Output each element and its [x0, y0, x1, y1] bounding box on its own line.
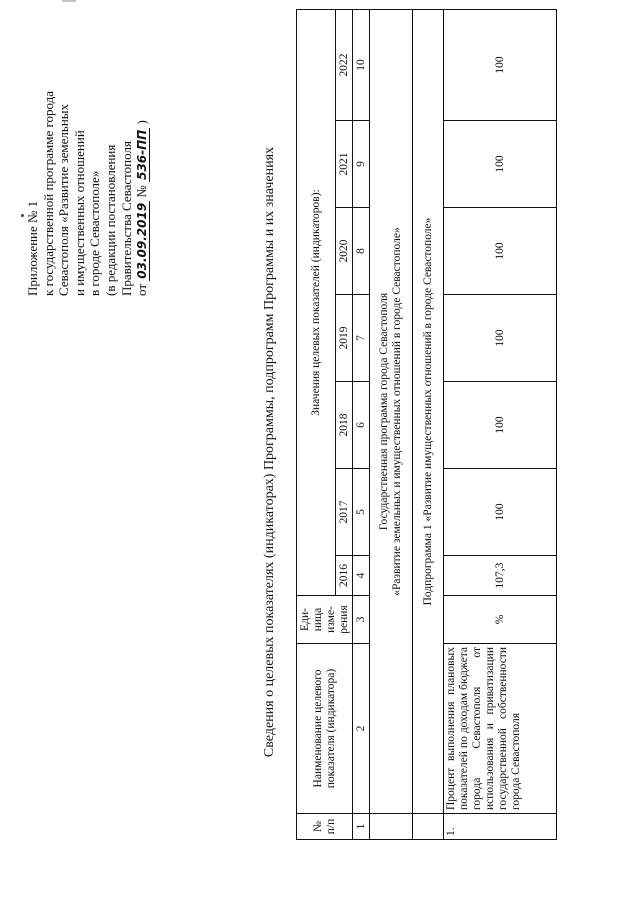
- column-number: 8: [353, 208, 370, 295]
- handwritten-number: 536-ПП: [135, 129, 150, 180]
- document-title: Сведения о целевых показателях (индикаторах) Программы, подпрограмм Программы и их значениях: [262, 146, 277, 758]
- row-value: 107,3: [444, 556, 557, 596]
- date-prefix: от: [134, 283, 150, 296]
- row-value: 100: [444, 295, 557, 382]
- appendix-line: в городе Севастополе»: [87, 170, 103, 296]
- column-number: 1: [353, 814, 370, 840]
- row-name: Процент выполнения плановых показателей по доходам бюджета города Севастополя от использования и приватизации государственной собственности города Севастополя: [444, 644, 557, 814]
- appendix-date-line: [134, 16, 150, 296]
- handwritten-date: 03.09.2019: [135, 202, 150, 279]
- appendix-line: (в редакции постановления: [102, 144, 118, 296]
- year-cell: 2017: [336, 469, 353, 556]
- column-number: 7: [353, 295, 370, 382]
- year-cell: 2020: [336, 208, 353, 295]
- column-number: 6: [353, 382, 370, 469]
- appendix-line: Севастополя «Развитие земельных: [56, 103, 72, 296]
- column-number: 9: [353, 121, 370, 208]
- year-cell: 2019: [336, 295, 353, 382]
- subprogram-cell: Подпрограмма 1 «Развитие имущественных отношений в городе Севастополе»: [413, 9, 444, 813]
- scan-speck: [62, 0, 76, 2]
- closing-paren: ): [134, 120, 150, 125]
- row-value: 100: [444, 9, 557, 120]
- appendix-line: и имущественных отношений: [71, 130, 87, 296]
- year-cell: 2022: [336, 9, 353, 120]
- column-number: 4: [353, 556, 370, 596]
- year-cell: 2021: [336, 121, 353, 208]
- header-num: № п/п: [297, 814, 353, 840]
- appendix-line: Правительства Севастополя: [118, 141, 134, 296]
- appendix-line: к государственной программе города: [40, 90, 56, 296]
- column-number: 5: [353, 469, 370, 556]
- program-cell: [370, 9, 413, 813]
- appendix-block: [25, 16, 150, 296]
- program-line: Государственная программа города Севастополя: [378, 292, 390, 531]
- subprogram-spacer: [413, 814, 444, 840]
- header-unit: Еди-ница изме-рения: [297, 596, 353, 644]
- table-row: [444, 9, 557, 839]
- row-value: 100: [444, 382, 557, 469]
- column-number: 3: [353, 596, 370, 644]
- program-line: «Развитие земельных и имущественных отношений в городе Севастополе»: [391, 227, 403, 596]
- number-sign: №: [134, 185, 150, 198]
- column-numbers-row: [353, 9, 370, 839]
- appendix-line: Приложение № 1: [25, 200, 40, 296]
- row-value: 100: [444, 469, 557, 556]
- row-unit: %: [444, 596, 557, 644]
- row-value: 100: [444, 208, 557, 295]
- column-number: 2: [353, 644, 370, 814]
- header-row: [297, 9, 336, 839]
- subprogram-row: [413, 9, 444, 839]
- indicators-table: [296, 9, 557, 840]
- program-spacer: [370, 814, 413, 840]
- column-number: 10: [353, 9, 370, 120]
- header-values: Значения целевых показателей (индикаторов):: [297, 9, 336, 595]
- year-cell: 2016: [336, 556, 353, 596]
- row-number: 1.: [444, 814, 557, 840]
- year-cell: 2018: [336, 382, 353, 469]
- rotated-page: [10, 12, 620, 892]
- program-row: [370, 9, 413, 839]
- header-name: Наименование целевого показателя (индикатора): [297, 644, 353, 814]
- row-value: 100: [444, 121, 557, 208]
